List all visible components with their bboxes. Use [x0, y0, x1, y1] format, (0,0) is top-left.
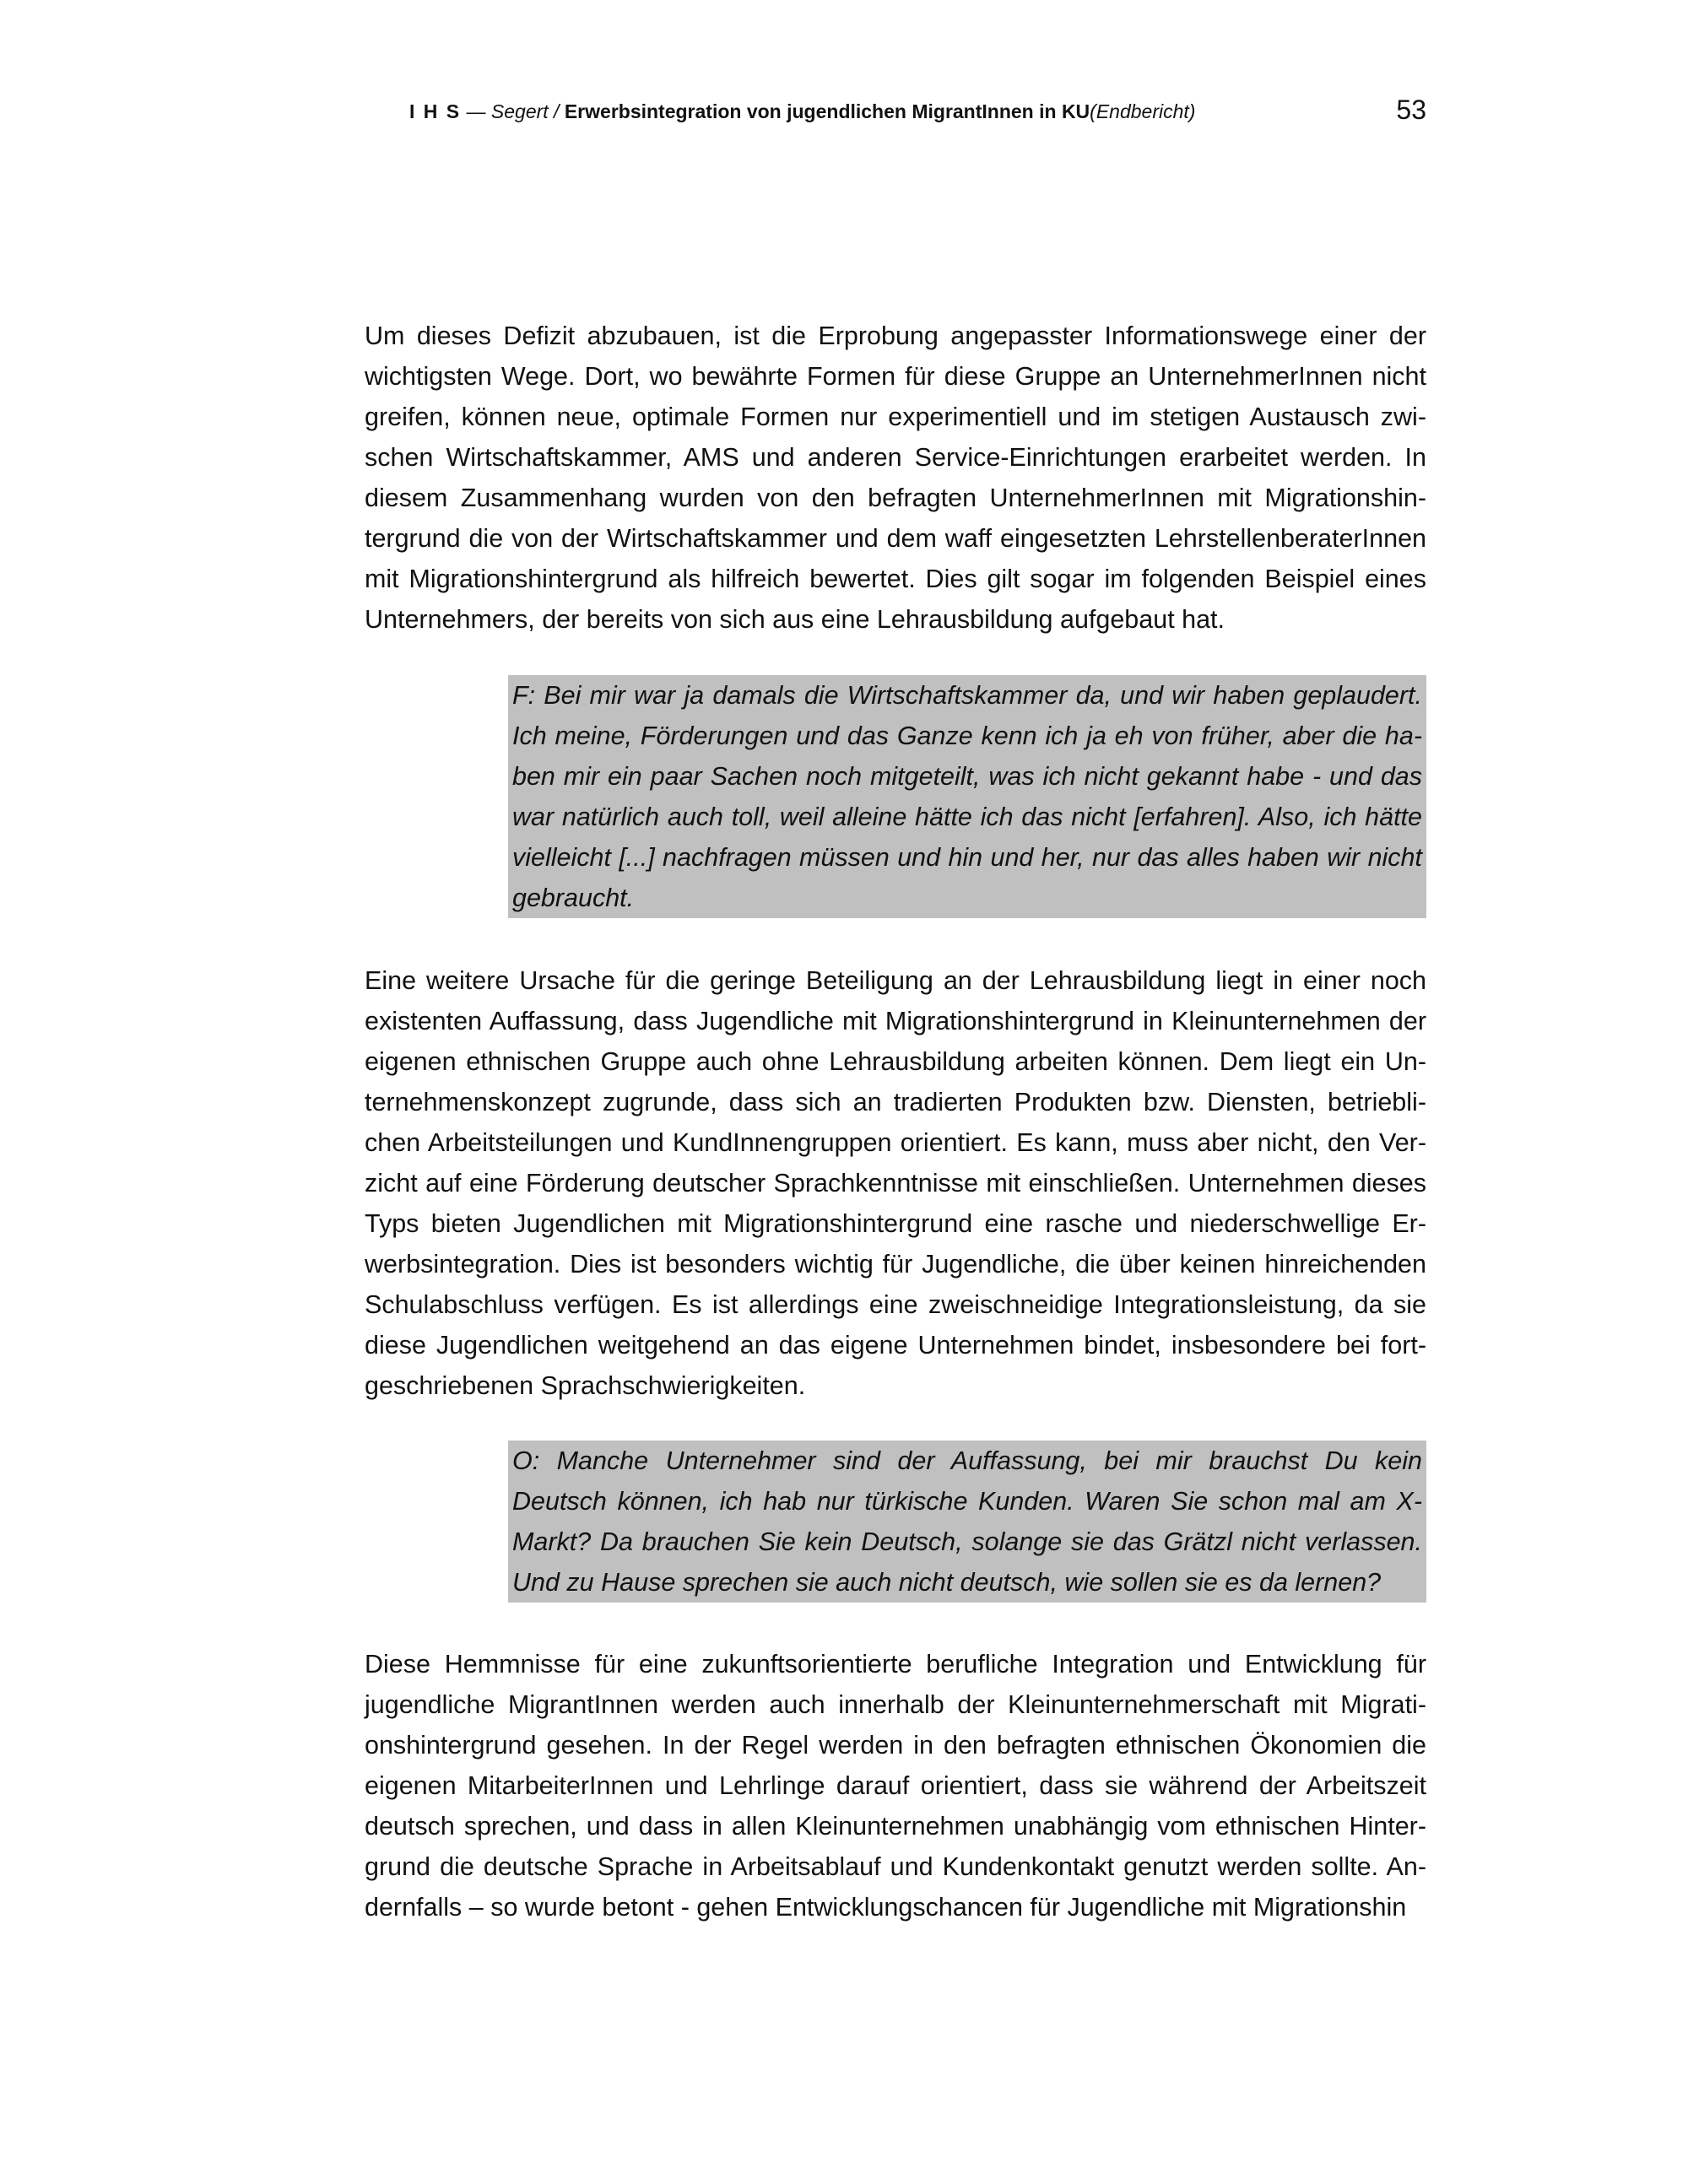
- running-header: [409, 95, 1422, 128]
- body-paragraph-1: Um dieses Defizit abzubauen, ist die Erprobung angepasster Informationswege einer der wichtigsten Wege. Dort, wo bewährte Formen für diese Gruppe an UnternehmerInnen nicht greifen, können neue, optimale Formen nur experimentiell und im stetigen Austausch zwischen Wirtschaftskammer, AMS und anderen Service-Einrichtungen erarbeitet werden. In diesem Zusammenhang wurden von den befragten UnternehmerInnen mit Migrationshintergrund die von der Wirtschaftskammer und dem waff eingesetzten LehrstellenberaterInnen mit Migrationshintergrund als hilfreich bewertet. Dies gilt sogar im folgenden Beispiel eines Unternehmers, der bereits von sich aus eine Lehrausbildung aufgebaut hat.: [365, 322, 1426, 634]
- header-institute: I H S: [409, 100, 462, 122]
- body-paragraph-3: Diese Hemmnisse für eine zukunftsorientierte berufliche Integration und Entwicklung für jugendliche MigrantInnen werden auch innerhalb der Kleinunternehmerschaft mit Migrationshintergrund gesehen. In der Regel werden in den befragten ethnischen Ökonomien die eigenen MitarbeiterInnen und Lehrlinge darauf orientiert, dass sie während der Arbeitszeit deutsch sprechen, und dass in allen Kleinunternehmen unabhängig vom ethnischen Hintergrund die deutsche Sprache in Arbeitsablauf und Kundenkontakt genutzt werden sollte. Andernfalls – so wurde betont - gehen Entwicklungschancen für Jugendliche mit Migrationshin: [365, 1650, 1426, 1922]
- page-number: 53: [1396, 95, 1426, 125]
- interview-quote-1: F: Bei mir war ja damals die Wirtschaftskammer da, und wir haben geplaudert. Ich meine, Förderungen und das Ganze kenn ich ja eh von früher, aber die haben mir ein paar Sachen noch mitgeteilt, was ich nicht gekannt habe - und das war natürlich auch toll, weil alleine hätte ich das nicht [erfahren]. Also, ich hätte vielleicht [...] nachfragen müssen und hin und her, nur das alles haben wir nicht gebraucht.: [508, 675, 1426, 918]
- header-author: Segert /: [490, 100, 560, 122]
- header-report-type: (Endbericht): [1090, 100, 1196, 122]
- interview-quote-2: O: Manche Unternehmer sind der Auffassung, bei mir brauchst Du kein Deutsch können, ich hab nur türkische Kunden. Waren Sie schon mal am X-Markt? Da brauchen Sie kein Deutsch, solange sie das Grätzl nicht verlassen. Und zu Hause sprechen sie auch nicht deutsch, wie sollen sie es da lernen?: [508, 1441, 1426, 1603]
- header-separator: —: [461, 100, 491, 122]
- header-title: Erwerbsintegration von jugendlichen MigrantInnen in KU: [559, 100, 1090, 122]
- body-paragraph-2: Eine weitere Ursache für die geringe Beteiligung an der Lehrausbildung liegt in einer noch existenten Auffassung, dass Jugendliche mit Migrationshintergrund in Kleinunternehmen der eigenen ethnischen Gruppe auch ohne Lehrausbildung arbeiten können. Dem liegt ein Unternehmenskonzept zugrunde, dass sich an tradierten Produkten bzw. Diensten, betrieblichen Arbeitsteilungen und KundInnengruppen orientiert. Es kann, muss aber nicht, den Verzicht auf eine Förderung deutscher Sprachkenntnisse mit einschließen. Unternehmen dieses Typs bieten Jugendlichen mit Migrationshintergrund eine rasche und niederschwellige Erwerbsintegration. Dies ist besonders wichtig für Jugendliche, die über keinen hinreichenden Schulabschluss verfügen. Es ist allerdings eine zweischneidige Integrationsleistung, da sie diese Jugendlichen weitgehend an das eigene Unternehmen bindet, insbesondere bei fortgeschriebenen Sprachschwierigkeiten.: [365, 966, 1426, 1400]
